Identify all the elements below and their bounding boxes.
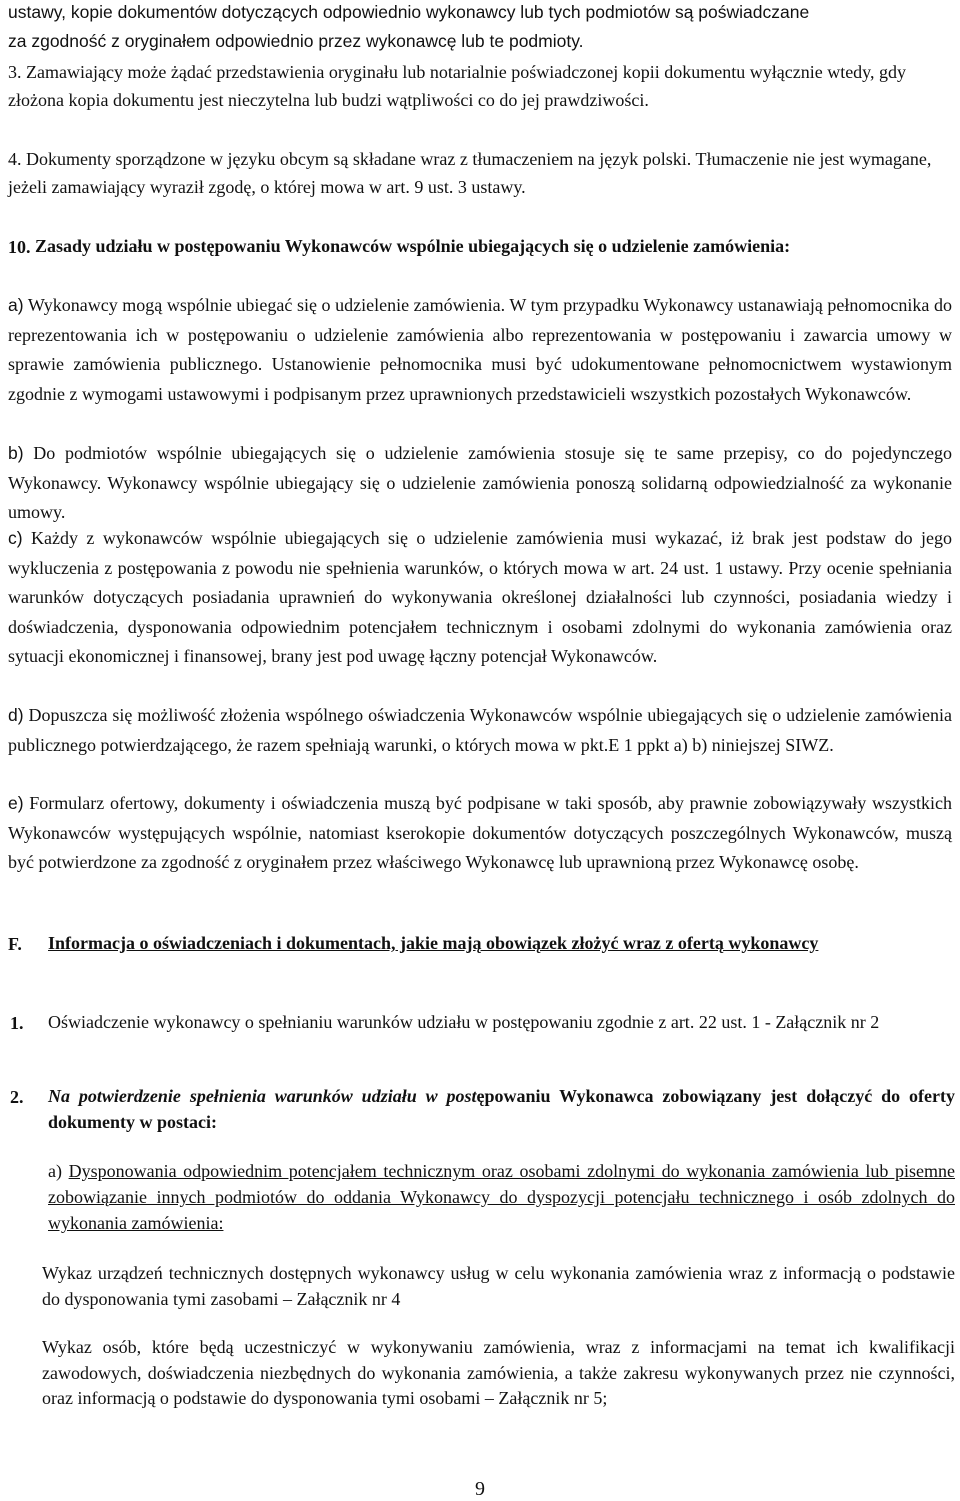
item-text: Każdy z wykonawców wspólnie ubiegających się o udzielenie zamówienia musi wykazać, iż brak jest podstaw do jego wykluczenia z postępowania z powodu nie spełnienia warunków, o których mowa w art. 24 ust. 1 ustawy. Przy ocenie spełniania warunków dotyczących posiadania uprawnień do wykonywania określonej działalności lub czynności, posiadania wiedzy i doświadczenia, dysponowania odpowiednim potencjałem technicznym i osobami zdolnymi do wykonania zamówienia oraz sytuacji ekonomicznej i finansowej, brany jest pod uwagę łączny potencjał Wykonawców. <box>8 528 952 667</box>
sub-item-a <box>48 1158 955 1236</box>
item-letter: e) <box>8 793 24 813</box>
sub-item-a-text: Dysponowania odpowiednim potencjałem technicznym oraz osobami zdolnymi do wykonania zamówienia lub pisemne zobowiązanie innych podmiotów do oddania Wykonawcy do dyspozycji potencjału technicznego i osób zdolnych do wykonania zamówienia: <box>48 1161 956 1233</box>
item-2-text <box>48 1083 955 1135</box>
section-10-item-a <box>8 291 952 409</box>
sub-item-a-label: a) <box>48 1161 69 1181</box>
item-letter: c) <box>8 528 23 548</box>
section-10-item-b <box>8 439 952 528</box>
equipment-list-paragraph: Wykaz urządzeń technicznych dostępnych wykonawcy usług w celu wykonania zamówienia wraz z informacją o podstawie do dysponowania tymi zasobami – Załącznik nr 4 <box>42 1263 955 1309</box>
page-number: 9 <box>475 1478 485 1500</box>
section-10-heading: Zasady udziału w postępowaniu Wykonawców wspólnie ubiegających się o udzielenie zamówienia: <box>35 236 791 256</box>
item-letter: b) <box>8 443 24 463</box>
paragraph-3: 3. Zamawiający może żądać przedstawienia oryginału lub notarialnie poświadczonej kopii dokumentu wyłącznie wtedy, gdy złożona kopia dokumentu jest nieczytelna lub budzi wątpliwości co do jej prawdziwości. <box>8 62 907 110</box>
item-text: Dopuszcza się możliwość złożenia wspólnego oświadczenia Wykonawców wspólnie ubiegających się o udzielenie zamówienia publicznego potwierdzającego, że razem spełniają warunki, o których mowa w pkt.E 1 ppkt a) b) niniejszej SIWZ. <box>8 705 952 755</box>
continuation-line-1: ustawy, kopie dokumentów dotyczących odpowiednio wykonawcy lub tych podmiotów są poświadczane <box>8 2 810 22</box>
item-2-bold: ępowaniu Wykonawca zobowiązany jest dołączyć do oferty dokumenty w postaci: <box>48 1086 955 1132</box>
persons-list-paragraph: Wykaz osób, które będą uczestniczyć w wykonywaniu zamówienia, wraz z informacjami na temat ich kwalifikacji zawodowych, doświadczenia niezbędnych do wykonania zamówienia, a także zakresu wykonywanych przez nie czynności, oraz informacją o podstawie do dysponowania tymi osobami – Załącznik nr 5; <box>42 1337 955 1408</box>
item-2-number: 2. <box>10 1087 24 1107</box>
item-1-number: 1. <box>10 1013 24 1033</box>
section-f-heading: Informacja o oświadczeniach i dokumentach, jakie mają obowiązek złożyć wraz z ofertą wykonawcy <box>48 933 819 953</box>
item-2-italic: Na potwierdzenie spełnienia warunków udziału w post <box>48 1086 477 1106</box>
item-text: Formularz ofertowy, dokumenty i oświadczenia muszą być podpisane w taki sposób, aby prawnie zobowiązywały wszystkich Wykonawców występujących wspólnie, natomiast kserokopie dokumentów dotyczących poszczególnych Wykonawców, muszą być potwierdzone za zgodność z oryginałem przez właściwego Wykonawcę lub uprawnioną przez Wykonawcę osobę. <box>8 793 952 873</box>
item-text: Do podmiotów wspólnie ubiegających się o udzielenie zamówienia stosuje się te same przepisy, co do pojedynczego Wykonawcy. Wykonawcy wspólnie ubiegający się o udzielenie zamówienia ponoszą solidarną odpowiedzialność za wykonanie umowy. <box>8 443 952 523</box>
section-10-item-d <box>8 701 952 760</box>
paragraph-4: 4. Dokumenty sporządzone w języku obcym są składane wraz z tłumaczeniem na język polski. Tłumaczenie nie jest wymagane, jeżeli zamawiający wyraził zgodę, o której mowa w art. 9 ust. 3 ustawy. <box>8 149 932 197</box>
section-10-item-c <box>8 524 952 672</box>
item-1-text: Oświadczenie wykonawcy o spełnianiu warunków udziału w postępowaniu zgodnie z art. 22 ust. 1 - Załącznik nr 2 <box>48 1012 880 1032</box>
section-10-item-e <box>8 789 952 878</box>
item-text: Wykonawcy mogą wspólnie ubiegać się o udzielenie zamówienia. W tym przypadku Wykonawcy ustanawiają pełnomocnika do reprezentowania ich w postępowaniu o udzielenie zamówienia albo reprezentowania w postępowaniu i zawarcia umowy w sprawie zamówienia publicznego. Ustanowienie pełnomocnika musi być udokumentowane pełnomocnictwem wystawionym zgodnie z wymogami ustawowymi i podpisanym przez uprawnionych przedstawicieli wszystkich pozostałych Wykonawców. <box>8 295 952 404</box>
section-10-number: 10. <box>8 237 31 257</box>
item-letter: d) <box>8 705 24 725</box>
section-f-letter: F. <box>8 934 22 954</box>
continuation-line-2: za zgodność z oryginałem odpowiednio przez wykonawcę lub te podmioty. <box>8 31 584 51</box>
item-letter: a) <box>8 295 24 315</box>
